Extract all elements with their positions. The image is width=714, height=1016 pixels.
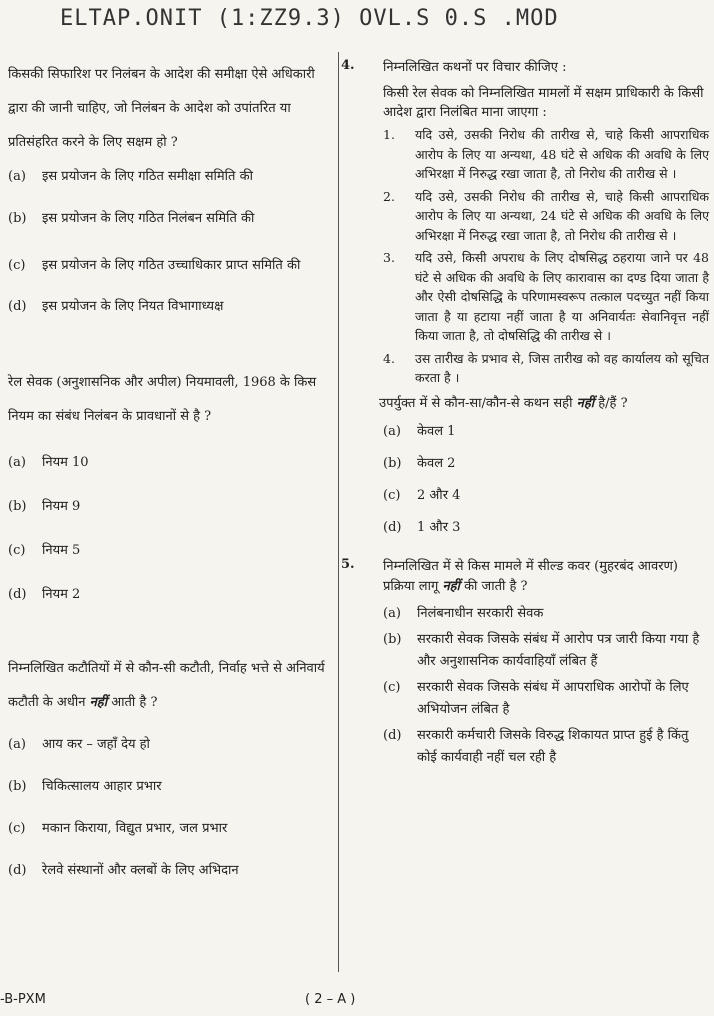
q2-option-c: (c) नियम 5 (8, 543, 81, 558)
q3-option-d: (d) रेलवे संस्थानों और क्लबों के लिए अभिदान (8, 863, 239, 878)
q3-option-b: (b) चिकित्सालय आहार प्रभार (8, 779, 162, 794)
q3-option-a: (a) आय कर – जहाँ देय हो (8, 737, 150, 752)
question-2-stem: रेल सेवक (अनुशासनिक और अपील) नियमावली, 1968 के किस नियम का संबंध निलंबन के प्रावधानों से है ? (8, 375, 317, 424)
question-3 (8, 652, 336, 882)
question-4 (343, 58, 709, 539)
q4-statement-1: 1. यदि उसे, उसकी निरोध की तारीख से, चाहे किसी आपराधिक आरोप के लिए या अन्यथा, 48 घंटे से अधिक की अवधि के लिए अभिरक्षा में निरुद्ध रखा जाता है, तो निरोध की तारीख से । (383, 127, 709, 181)
right-column (343, 58, 709, 769)
q5-option-b: (b) सरकारी सेवक जिसके संबंध में आरोप पत्र जारी किया गया है और अनुशासनिक कार्यवाहियाँ लंबित हैं (383, 631, 700, 669)
q1-option-b: (b) इस प्रयोजन के लिए गठित निलंबन समिति की (8, 211, 255, 226)
question-4-intro: किसी रेल सेवक को निम्नलिखित मामलों में सक्षम प्राधिकारी के किसी आदेश द्वारा निलंबित माना जाएगा : (383, 86, 704, 120)
question-1 (8, 58, 336, 318)
q5-option-c: (c) सरकारी सेवक जिसके संबंध में आपराधिक आरोपों के लिए अभियोजन लंबित है (383, 679, 689, 717)
question-2 (8, 366, 336, 606)
question-4-stem: निम्नलिखित कथनों पर विचार कीजिए : (383, 60, 567, 75)
handwritten-annotation: ELTAP.ONIT (1:ZZ9.3) OVL.S 0.S .MOD (60, 6, 559, 31)
q5-option-d: (d) सरकारी कर्मचारी जिसके विरुद्ध शिकायत प्राप्त हुई है किंतु कोई कार्यवाही नहीं चल रही है (383, 727, 689, 765)
q2-option-a: (a) नियम 10 (8, 455, 89, 470)
question-5-number: 5. (341, 556, 355, 572)
q4-statement-3: 3. यदि उसे, किसी अपराध के लिए दोषसिद्ध ठहराया जाने पर 48 घंटे से अधिक की अवधि के लिए कारावास का दण्ड दिया जाता है और ऐसी दोषसिद्धि के परिणामस्वरूप तत्काल पदच्युत नहीं किया जाता है या हटाया नहीं जाता है या अनिवार्यतः सेवानिवृत्त नहीं किया जाता है, तो दोषसिद्धि की तारीख से । (383, 250, 709, 343)
q4-option-a: (a) केवल 1 (383, 423, 456, 439)
q3-option-c: (c) मकान किराया, विद्युत प्रभार, जल प्रभार (8, 821, 228, 836)
question-1-stem: किसकी सिफारिश पर निलंबन के आदेश की समीक्षा ऐसे अधिकारी द्वारा की जानी चाहिए, जो निलंबन के आदेश को उपांतरित या प्रतिसंहरित करने के लिए सक्षम हो ? (8, 67, 315, 150)
q1-option-d: (d) इस प्रयोजन के लिए नियत विभागाध्यक्ष (8, 299, 224, 314)
page-number: ( 2 – A ) (305, 992, 356, 1007)
q1-option-c: (c) इस प्रयोजन के लिए गठित उच्चाधिकार प्राप्त समिति की (8, 258, 301, 273)
question-4-ask: उपर्युक्त में से कौन-सा/कौन-से कथन सही नहीं है/हैं ? (379, 395, 628, 411)
column-divider (338, 52, 339, 972)
q1-option-a: (a) इस प्रयोजन के लिए गठित समीक्षा समिति की (8, 169, 253, 184)
q4-option-c: (c) 2 और 4 (383, 487, 461, 503)
q2-option-b: (b) नियम 9 (8, 499, 81, 514)
q5-option-a: (a) निलंबनाधीन सरकारी सेवक (383, 605, 544, 621)
q4-option-b: (b) केवल 2 (383, 455, 456, 471)
q4-option-d: (d) 1 और 3 (383, 519, 461, 535)
question-5 (343, 557, 709, 769)
left-column (8, 58, 336, 882)
question-5-stem: निम्नलिखित में से किस मामले में सील्ड कवर (मुहरबंद आवरण) प्रक्रिया लागू नहीं की जाती है ? (383, 558, 678, 594)
q4-statement-4: 4. उस तारीख के प्रभाव से, जिस तारीख को वह कार्यालय को सूचित करता है । (383, 350, 709, 385)
question-4-number: 4. (341, 58, 355, 73)
q4-statement-2: 2. यदि उसे, उसकी निरोध की तारीख से, चाहे किसी आपराधिक आरोप के लिए या अन्यथा, 24 घंटे से अधिक की अवधि के लिए अभिरक्षा में निरुद्ध रखा जाता है, तो निरोध की तारीख से । (383, 188, 709, 243)
question-3-stem: निम्नलिखित कटौतियों में से कौन-सी कटौती, निर्वाह भत्ते से अनिवार्य कटौती के अधीन नहीं आती है ? (8, 661, 325, 710)
q2-option-d: (d) नियम 2 (8, 587, 81, 602)
booklet-code: -B-PXM (0, 992, 46, 1007)
